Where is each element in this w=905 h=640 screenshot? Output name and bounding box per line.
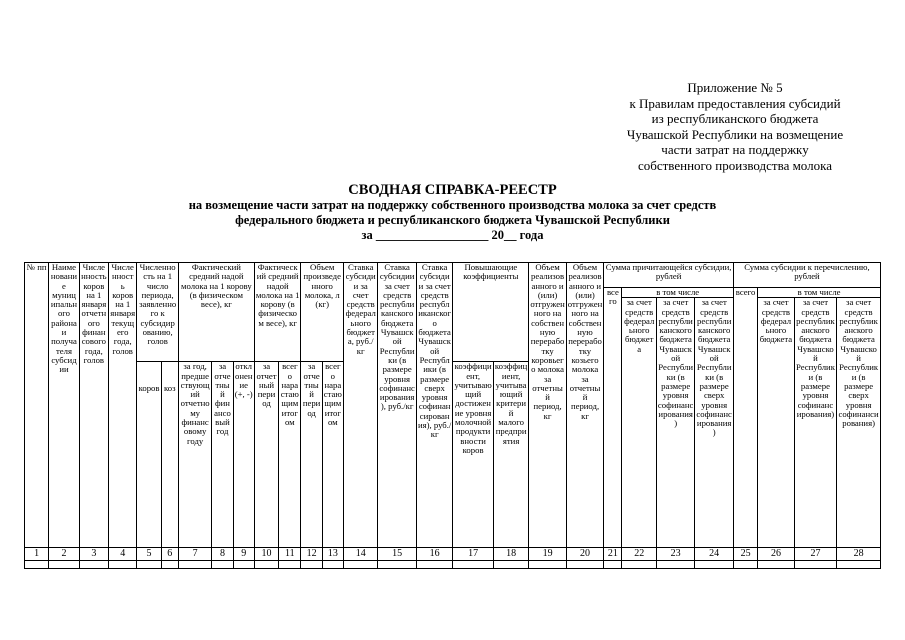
- column-number: 4: [109, 548, 137, 561]
- header-col-26: за счет средств федерального бюджета: [758, 298, 794, 548]
- column-number: 14: [343, 548, 377, 561]
- empty-data-cell: [79, 561, 108, 569]
- header-in-that-number: в том числе: [758, 288, 881, 298]
- title-main: СВОДНАЯ СПРАВКА-РЕЕСТР: [348, 182, 557, 198]
- title-line: на возмещение части затрат на поддержку собственного производства молока за счет средств: [188, 198, 717, 212]
- column-number: 3: [79, 548, 108, 561]
- header-group-10: Фактический средний надой молока на 1 корову (в физическом весе), кг: [254, 263, 301, 362]
- empty-data-cell: [301, 561, 322, 569]
- header-col-20: Объем реализованного и (или) отгруженного на собственную переработку козьего молока за отчетный период, кг: [566, 263, 603, 548]
- header-col-21: всего: [604, 288, 622, 548]
- empty-data-row: [25, 561, 881, 569]
- column-number: 16: [416, 548, 452, 561]
- header-col-9: отклонение (+, -): [233, 362, 254, 548]
- header-col-12: за отчетный период: [301, 362, 322, 548]
- header-col-11: всего нарастающим итогом: [279, 362, 301, 548]
- column-number: 28: [837, 548, 881, 561]
- header-col-16: Ставка субсидии за счет средств республиканского бюджета Чувашской Республики (в размере сверх уровня софинансирования), руб./кг: [416, 263, 452, 548]
- empty-data-cell: [322, 561, 343, 569]
- header-group-25: Сумма субсидии к перечислению, рублей: [733, 263, 880, 288]
- column-number: 19: [529, 548, 566, 561]
- header-group-7: Фактический средний надой молока на 1 корову (в физическом весе), кг: [178, 263, 254, 362]
- empty-data-cell: [137, 561, 161, 569]
- empty-data-cell: [493, 561, 528, 569]
- column-number: 13: [322, 548, 343, 561]
- empty-data-cell: [178, 561, 211, 569]
- header-col-24: за счет средств республиканского бюджета Чувашской Республики (в размере сверх уровня софинансирования): [695, 298, 734, 548]
- header-col-27: за счет средств республиканского бюджета Чувашской Республики (в размере уровня софинансирования): [794, 298, 837, 548]
- column-number: 5: [137, 548, 161, 561]
- registry-table: [24, 262, 881, 569]
- appendix-line: части затрат на поддержку: [661, 142, 809, 157]
- header-col-1: № пп: [25, 263, 49, 548]
- header-col-18: коэффициент, учитывающий критерий малого предприятия: [493, 362, 528, 548]
- column-number: 10: [254, 548, 278, 561]
- column-number: 15: [378, 548, 416, 561]
- empty-data-cell: [622, 561, 656, 569]
- header-in-that-number: в том числе: [622, 288, 733, 298]
- appendix-line: из республиканского бюджета: [651, 111, 819, 126]
- column-number: 17: [453, 548, 494, 561]
- empty-data-cell: [161, 561, 178, 569]
- empty-data-cell: [109, 561, 137, 569]
- header-col-13: всего нарастающим итогом: [322, 362, 343, 548]
- header-col-5: коров: [137, 362, 161, 548]
- column-number: 12: [301, 548, 322, 561]
- column-number: 7: [178, 548, 211, 561]
- empty-data-cell: [837, 561, 881, 569]
- column-number: 11: [279, 548, 301, 561]
- appendix-line: Приложение № 5: [687, 80, 783, 95]
- column-number: 23: [656, 548, 694, 561]
- column-number: 8: [212, 548, 233, 561]
- header-group-21: Сумма причитающейся субсидии, рублей: [604, 263, 734, 288]
- empty-data-cell: [25, 561, 49, 569]
- header-col-19: Объем реализованного и (или) отгруженного на собственную переработку коровьего молока за отчетный период, кг: [529, 263, 566, 548]
- empty-data-cell: [378, 561, 416, 569]
- header-col-3: Численность коров на 1 января отчетного финансового года, голов: [79, 263, 108, 548]
- empty-data-cell: [254, 561, 278, 569]
- header-col-25: всего: [733, 288, 757, 548]
- empty-data-cell: [279, 561, 301, 569]
- empty-data-cell: [212, 561, 233, 569]
- empty-data-cell: [733, 561, 757, 569]
- empty-data-cell: [529, 561, 566, 569]
- header-col-15: Ставка субсидии за счет средств республиканского бюджета Чувашской Республики (в размере уровня софинансирования), руб./кг: [378, 263, 416, 548]
- header-col-8: за отчетный финансовый год: [212, 362, 233, 548]
- empty-data-cell: [758, 561, 794, 569]
- header-col-23: за счет средств республиканского бюджета Чувашской Республики (в размере уровня софинансирования): [656, 298, 694, 548]
- header-col-10: за отчетный период: [254, 362, 278, 548]
- document-title: [90, 183, 815, 243]
- header-col-14: Ставка субсидии за счет средств федерального бюджета, руб./кг: [343, 263, 377, 548]
- empty-data-cell: [416, 561, 452, 569]
- header-group-17: Повышающие коэффициенты: [453, 263, 529, 362]
- column-number: 9: [233, 548, 254, 561]
- column-number: 26: [758, 548, 794, 561]
- column-number: 6: [161, 548, 178, 561]
- header-col-4: Численность коров на 1 января текущего года, голов: [109, 263, 137, 548]
- header-col-17: коэффициент, учитывающий достижение уровня молочной продуктивности коров: [453, 362, 494, 548]
- empty-data-cell: [695, 561, 734, 569]
- title-line: федерального бюджета и республиканского бюджета Чувашской Республики: [235, 213, 670, 227]
- appendix-line: к Правилам предоставления субсидий: [629, 95, 841, 111]
- empty-data-cell: [604, 561, 622, 569]
- header-col-7: за год, предшествующий отчетному финансовому году: [178, 362, 211, 548]
- header-col-6: коз: [161, 362, 178, 548]
- empty-data-cell: [233, 561, 254, 569]
- header-group-5: Численность на 1 число периода, заявленного к субсидированию, голов: [137, 263, 179, 362]
- header-group-12: Объем произведенного молока, л (кг): [301, 263, 344, 362]
- appendix-line: собственного производства молока: [637, 157, 833, 173]
- column-number: 20: [566, 548, 603, 561]
- column-number: 25: [733, 548, 757, 561]
- empty-data-cell: [49, 561, 79, 569]
- column-number: 1: [25, 548, 49, 561]
- column-number: 21: [604, 548, 622, 561]
- column-number: 18: [493, 548, 528, 561]
- header-col-22: за счет средств федерального бюджета: [622, 298, 656, 548]
- header-col-2: Наименование муниципального района и получателя субсидии: [49, 263, 79, 548]
- empty-data-cell: [453, 561, 494, 569]
- header-col-28: за счет средств республиканского бюджета Чувашской Республики (в размере сверх уровня софинансирования): [837, 298, 881, 548]
- column-number: 27: [794, 548, 837, 561]
- column-number: 24: [695, 548, 734, 561]
- empty-data-cell: [566, 561, 603, 569]
- empty-data-cell: [656, 561, 694, 569]
- column-number: 2: [49, 548, 79, 561]
- column-number-row: [25, 548, 881, 561]
- empty-data-cell: [343, 561, 377, 569]
- title-period-line: за __________________ 20__ года: [361, 228, 544, 242]
- appendix-line: Чувашской Республики на возмещение: [626, 126, 844, 142]
- column-number: 22: [622, 548, 656, 561]
- appendix-block: [600, 80, 870, 173]
- empty-data-cell: [794, 561, 837, 569]
